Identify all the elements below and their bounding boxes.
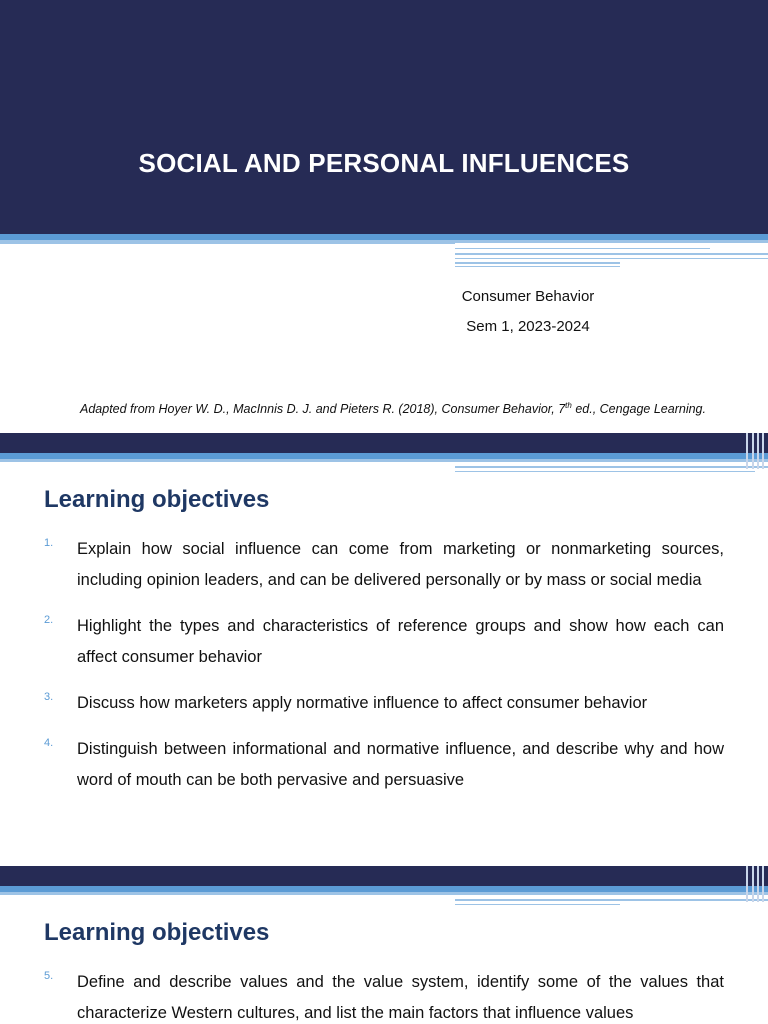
- corner-bar: [752, 866, 754, 902]
- corner-bar: [762, 433, 764, 469]
- accent-stripe: [455, 240, 768, 243]
- accent-stripe: [0, 459, 455, 462]
- slide-heading: Learning objectives: [44, 486, 270, 513]
- objectives-slide: [0, 866, 768, 1024]
- accent-stripe: [455, 904, 620, 905]
- accent-stripe: [455, 471, 755, 472]
- course-name: Consumer Behavior: [461, 288, 595, 305]
- accent-stripe: [0, 892, 455, 895]
- semester: Sem 1, 2023-2024: [466, 318, 590, 335]
- objectives-list: [0, 967, 768, 1024]
- corner-bar: [757, 433, 759, 469]
- accent-stripe: [455, 253, 768, 255]
- item-number: 5.: [44, 970, 54, 982]
- corner-bar: [746, 433, 748, 469]
- slide-heading: Learning objectives: [44, 919, 270, 946]
- source-citation: Adapted from Hoyer W. D., MacInnis D. J. and Pieters R. (2018), Consumer Behavior, 7th ed., Cengage Learning.: [80, 401, 706, 417]
- corner-bar: [757, 866, 759, 902]
- accent-stripe: [455, 258, 768, 259]
- title-band: [0, 0, 768, 234]
- item-text: Distinguish between informational and normative influence, and describe why and how word of mouth can be both pervasive and persuasive: [77, 740, 724, 789]
- header-band: [0, 433, 768, 453]
- list-item: [0, 611, 768, 673]
- item-text: Explain how social influence can come from marketing or nonmarketing sources, including opinion leaders, and can be delivered personally or by mass or social media: [77, 540, 724, 589]
- objectives-slide: [0, 433, 768, 865]
- title-slide: [0, 0, 768, 432]
- accent-stripe: [455, 899, 768, 901]
- header-band: [0, 866, 768, 886]
- list-item: [0, 688, 768, 719]
- accent-stripe: [455, 466, 768, 468]
- accent-stripe: [455, 266, 620, 267]
- accent-stripe: [455, 459, 768, 462]
- item-text: Highlight the types and characteristics of reference groups and show how each can affect consumer behavior: [77, 617, 724, 666]
- objectives-list: [0, 534, 768, 811]
- corner-bar: [746, 866, 748, 902]
- corner-bar: [762, 866, 764, 902]
- list-item: [0, 734, 768, 796]
- accent-stripe: [0, 240, 455, 244]
- list-item: [0, 967, 768, 1024]
- item-number: 4.: [44, 737, 54, 749]
- item-number: 3.: [44, 691, 54, 703]
- accent-stripe: [455, 262, 620, 264]
- accent-stripe: [455, 892, 768, 895]
- list-item: [0, 534, 768, 596]
- accent-stripe: [455, 248, 710, 249]
- slide-title: SOCIAL AND PERSONAL INFLUENCES: [138, 148, 630, 178]
- item-number: 1.: [44, 537, 54, 549]
- item-number: 2.: [44, 614, 54, 626]
- item-text: Define and describe values and the value system, identify some of the values that characterize Western cultures, and list the main factors that influence values: [77, 973, 724, 1022]
- corner-bar: [752, 433, 754, 469]
- item-text: Discuss how marketers apply normative influence to affect consumer behavior: [77, 694, 648, 712]
